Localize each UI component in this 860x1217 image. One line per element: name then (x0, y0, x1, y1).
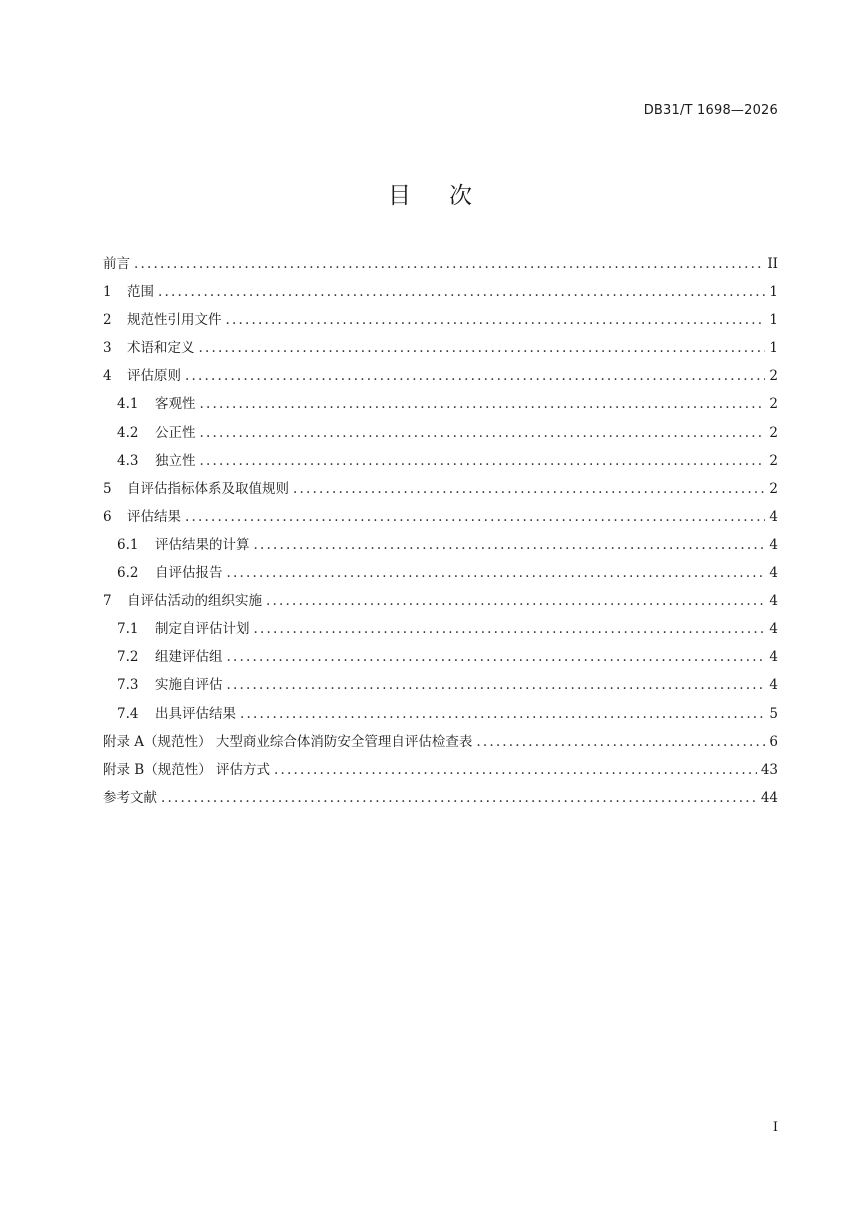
toc-entry-title: 自评估指标体系及取值规则 (127, 480, 289, 497)
toc-entry-number: 7.3 (117, 677, 139, 694)
toc-entry-page: 4 (769, 649, 778, 666)
toc-entry-number: 2 (103, 312, 112, 329)
table-of-contents (103, 250, 778, 812)
toc-entry[interactable] (103, 334, 778, 362)
toc-entry[interactable] (103, 278, 778, 306)
toc-entry-number: 7 (103, 593, 112, 610)
toc-entry-page: 2 (769, 452, 778, 469)
toc-entry-page: 43 (760, 761, 778, 778)
toc-entry-page: 1 (769, 284, 778, 301)
toc-dot-leader (254, 615, 766, 643)
toc-entry-title: 附录 A（规范性） 大型商业综合体消防安全管理自评估检查表 (103, 733, 473, 750)
toc-entry-number: 6.2 (117, 565, 139, 582)
toc-entry-number: 1 (103, 284, 112, 301)
toc-dot-leader (158, 278, 765, 306)
toc-dot-leader (227, 643, 766, 671)
toc-entry-page: 6 (769, 733, 778, 750)
toc-entry-title: 制定自评估计划 (155, 621, 250, 638)
toc-entry-page: 1 (769, 312, 778, 329)
toc-dot-leader (254, 531, 766, 559)
toc-entry[interactable] (103, 447, 778, 475)
toc-entry-title: 自评估活动的组织实施 (127, 593, 262, 610)
page-number: I (772, 1120, 778, 1135)
toc-entry-title: 参考文献 (103, 789, 157, 806)
toc-entry-page: 44 (760, 789, 778, 806)
toc-entry[interactable] (103, 756, 778, 784)
toc-entry-number: 6.1 (117, 536, 139, 553)
toc-entry[interactable] (103, 728, 778, 756)
toc-dot-leader (476, 728, 765, 756)
toc-entry-title: 规范性引用文件 (127, 312, 222, 329)
toc-entry-number: 6 (103, 508, 112, 525)
toc-entry[interactable] (103, 784, 778, 812)
toc-entry-number: 7.1 (117, 621, 139, 638)
toc-entry-number: 7.4 (117, 705, 139, 722)
toc-entry-title: 评估原则 (127, 368, 181, 385)
toc-entry[interactable] (103, 390, 778, 418)
toc-entry[interactable] (103, 250, 778, 278)
toc-dot-leader (274, 756, 757, 784)
toc-dot-leader (293, 475, 765, 503)
toc-entry-page: II (767, 256, 778, 272)
toc-entry-number: 5 (103, 480, 112, 497)
toc-dot-leader (200, 447, 766, 475)
toc-entry-page: 4 (769, 677, 778, 694)
toc-dot-leader (161, 784, 757, 812)
toc-entry[interactable] (103, 503, 778, 531)
toc-entry[interactable] (103, 559, 778, 587)
toc-dot-leader (200, 390, 766, 418)
toc-entry-title: 术语和定义 (127, 340, 195, 357)
toc-dot-leader (185, 503, 765, 531)
toc-dot-leader (185, 362, 765, 390)
toc-dot-leader (199, 334, 766, 362)
toc-entry[interactable] (103, 700, 778, 728)
toc-entry-number: 4 (103, 368, 112, 385)
toc-entry[interactable] (103, 475, 778, 503)
toc-entry-page: 4 (769, 621, 778, 638)
toc-entry-title: 附录 B（规范性） 评估方式 (103, 761, 271, 778)
toc-entry-title: 范围 (127, 284, 154, 301)
toc-entry-title: 出具评估结果 (155, 705, 236, 722)
toc-entry-title: 评估结果 (127, 508, 181, 525)
toc-dot-leader (266, 587, 765, 615)
toc-entry-title: 评估结果的计算 (155, 536, 250, 553)
toc-entry-number: 4.2 (117, 424, 139, 441)
toc-entry[interactable] (103, 587, 778, 615)
toc-dot-leader (226, 306, 766, 334)
toc-entry-title: 实施自评估 (155, 677, 223, 694)
toc-entry-title: 前言 (103, 256, 130, 272)
toc-entry-number: 4.3 (117, 452, 139, 469)
toc-entry-page: 2 (769, 480, 778, 497)
toc-dot-leader (227, 671, 766, 699)
toc-entry-page: 5 (769, 705, 778, 722)
toc-entry[interactable] (103, 531, 778, 559)
toc-entry-page: 4 (769, 593, 778, 610)
toc-dot-leader (134, 250, 763, 278)
toc-entry-page: 1 (769, 340, 778, 357)
toc-entry-page: 2 (769, 396, 778, 413)
toc-entry[interactable] (103, 419, 778, 447)
toc-dot-leader (200, 419, 766, 447)
toc-entry[interactable] (103, 362, 778, 390)
toc-entry-page: 4 (769, 536, 778, 553)
toc-entry-page: 4 (769, 565, 778, 582)
toc-entry-page: 4 (769, 508, 778, 525)
toc-entry[interactable] (103, 643, 778, 671)
toc-entry-number: 4.1 (117, 396, 139, 413)
toc-entry-number: 7.2 (117, 649, 139, 666)
toc-entry-title: 自评估报告 (155, 565, 223, 582)
toc-entry[interactable] (103, 615, 778, 643)
toc-title: 目次 (388, 183, 510, 209)
toc-entry-title: 独立性 (155, 452, 196, 469)
toc-entry-title: 公正性 (155, 424, 196, 441)
toc-entry[interactable] (103, 671, 778, 699)
toc-entry-number: 3 (103, 340, 112, 357)
toc-entry-title: 组建评估组 (155, 649, 223, 666)
toc-dot-leader (227, 559, 766, 587)
toc-entry[interactable] (103, 306, 778, 334)
document-code: DB31/T 1698—2026 (643, 103, 778, 118)
toc-entry-title: 客观性 (155, 396, 196, 413)
toc-entry-page: 2 (769, 368, 778, 385)
toc-entry-page: 2 (769, 424, 778, 441)
toc-dot-leader (240, 700, 765, 728)
